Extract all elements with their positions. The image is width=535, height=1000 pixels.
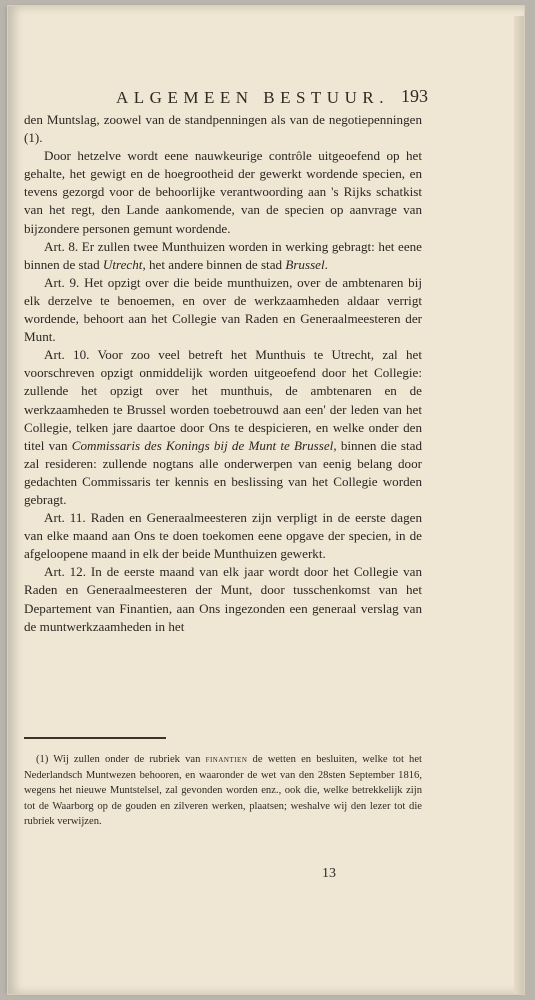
art-8-text-b: , het andere binnen de stad bbox=[142, 256, 286, 272]
art-10-text-b: , binnen die stad zal resideren: zullende nogtans alle onderwerpen van eenig belang door gedachten Commissaris ter kennis en beslissing van het Collegie worden gebragt. bbox=[24, 437, 422, 507]
footnote-text-a: (1) Wij zullen onder de rubriek van bbox=[36, 754, 206, 765]
book-page bbox=[8, 6, 524, 994]
footnote-text-b: de wetten en besluiten, welke tot het Nederlandsch Muntwezen behooren, en waaronder de wet van den 28sten September 1816, wegens het nieuwe Muntstelsel, zal gevonden worden enz., ook die, welke betrekkelijk zijn tot de Waarborg op de gouden en zilveren werken, plaatsen; weshalve wij den lezer tot die rubriek verwijzen. bbox=[24, 754, 422, 827]
paragraph-art-10 bbox=[24, 346, 422, 509]
footnote-rule bbox=[24, 737, 166, 739]
paragraph-continuation: den Muntslag, zoowel van de standpenningen als van de negotiepenningen (1). bbox=[24, 112, 422, 146]
footnote-rubric: finantien bbox=[205, 754, 248, 765]
art-10-text-a: Art. 10. Voor zoo veel betreft het Munthuis te Utrecht, zal het voorschreven opzigt onmiddelijk worden uitgeoefend door het Collegie: zullende het opzigt over het munthuis, de ambtenaren en de werkzaamheden te Brussel worden toebetrouwd aan een' der leden van het Collegie, telken jare daartoe door Ons te despicieren, en welke onder den titel van bbox=[24, 347, 422, 453]
city-brussel: Brussel bbox=[285, 256, 325, 272]
city-utrecht: Utrecht bbox=[102, 256, 143, 272]
paragraph-art-9: Art. 9. Het opzigt over die beide munthuizen, over de ambtenaren bij elk derzelve te benoemen, en over de werkzaamheden aldaar verrigt wordende, behoort aan het Collegie van Raden en Generaalmeesteren der Munt. bbox=[24, 274, 422, 345]
page-number: 193 bbox=[401, 86, 428, 106]
running-title: ALGEMEEN BESTUUR. bbox=[116, 88, 389, 107]
art-8-text-a: Art. 8. Er zullen twee Munthuizen worden in werking gebragt: het eene binnen de stad bbox=[24, 238, 422, 272]
commissaris-title: Commissaris des Konings bij de Munt te Brussel bbox=[71, 437, 334, 453]
main-text bbox=[24, 111, 422, 636]
footnote bbox=[24, 752, 422, 830]
art-8-text-c: . bbox=[324, 256, 328, 272]
paragraph-art-8 bbox=[24, 238, 422, 274]
paragraph-control: Door hetzelve wordt eene nauwkeurige contrôle uitgeoefend op het gehalte, het gewigt en de hoegrootheid der gewerkt wordende specien, en tevens gezorgd voor de behoorlijke verantwoording aan 's Rijks schatkist van het regt, den Lande aankomende, van de specien op aanvrage van bijzondere personen gemunt wordende. bbox=[24, 148, 422, 236]
signature-mark: 13 bbox=[322, 866, 336, 881]
paragraph-art-12: Art. 12. In de eerste maand van elk jaar wordt door het Collegie van Raden en Generaalmeesteren der Munt, door tusschenkomst van het Departement van Finantien, aan Ons ingezonden een generaal verslag van de muntwerkzaamheden in het bbox=[24, 564, 422, 634]
footnote-text bbox=[24, 752, 422, 830]
paragraph-art-11: Art. 11. Raden en Generaalmeesteren zijn verpligt in de eerste dagen van elke maand aan Ons te doen toekomen eene opgave der specien, in de afgeloopene maand in elk der beide Munthuizen gewerkt. bbox=[24, 510, 422, 562]
page-edge bbox=[514, 16, 524, 994]
